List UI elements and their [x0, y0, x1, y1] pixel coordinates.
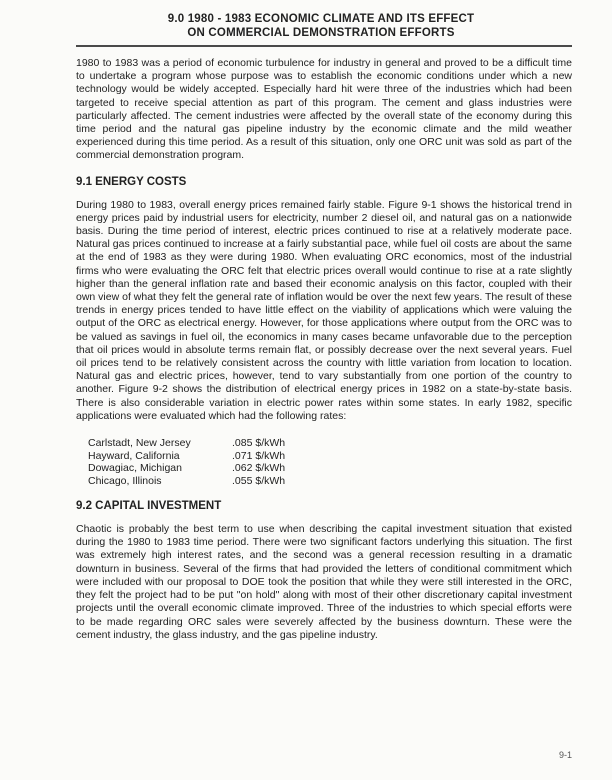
title-line-2: ON COMMERCIAL DEMONSTRATION EFFORTS: [187, 27, 455, 39]
rate-row: [88, 450, 572, 463]
section-heading-capital-investment: 9.2 CAPITAL INVESTMENT: [76, 500, 222, 513]
rate-value: .071 $/kWh: [232, 449, 286, 462]
title-divider: [76, 45, 572, 47]
rates-list: [88, 437, 572, 487]
rate-location: Carlstadt, New Jersey: [88, 437, 191, 450]
rate-location: Hayward, California: [88, 449, 180, 462]
page-title: [70, 12, 572, 40]
section-heading-energy-costs: 9.1 ENERGY COSTS: [76, 175, 187, 188]
title-line-1: 9.0 1980 - 1983 ECONOMIC CLIMATE AND ITS EFFECT: [167, 13, 475, 25]
rate-value: .062 $/kWh: [232, 462, 286, 475]
rate-row: [88, 462, 572, 475]
capital-investment-paragraph: Chaotic is probably the best term to use when describing the capital investment situation that existed during the 1980 to 1983 time period. There were two significant factors underlying this situation. The first was extremely high interest rates, and the second was a general recession resulting in a dramatic downturn in business. Several of the firms that had provided the letters of conditional commitment which were included with our proposal to DOE took the position that while they were still interested in the ORC, they felt the project had to be put "on hold" along with most of their other discretionary capital investment projects until the overall economic climate improved. Three of the industries to which special efforts were to be made regarding ORC sales were severely affected by the business downturn. These were the cement industry, the glass industry, and the gas pipeline industry.: [76, 523, 572, 641]
energy-costs-paragraph: During 1980 to 1983, overall energy prices remained fairly stable. Figure 9-1 shows the historical trend in energy prices paid by industrial users for electricity, number 2 diesel oil, and natural gas on a nationwide basis. During the time period of interest, electric prices continued to rise at a relatively moderate pace. Natural gas prices continued to increase at a fairly substantial pace, while fuel oil costs are about the same at the end of 1983 as they were during 1980. When evaluating ORC economics, most of the industrial firms who were evaluating the ORC felt that electric prices overall would continue to rise at a rate slightly higher than the general inflation rate and based their economic analysis on this factor, coupled with their own view of what they felt the general rate of inflation would be over the next few years. The result of these trends in energy prices tended to have little effect on the viability of applications which were valuing the output of the ORC as electrical energy. However, for those applications where output from the ORC was to be valued as savings in fuel oil, the economics in many cases became unfavorable due to the perception that oil prices would in absolute terms remain flat, or possibly decrease over the next several years. Fuel oil prices tend to be relatively consistent across the country with little variation from location to location. Natural gas and electric prices, however, tend to vary substantially from one portion of the country to another. Figure 9-2 shows the distribution of electrical energy prices in 1982 on a state-by-state basis. There is also considerable variation in electric power rates within some states. In early 1982, specific applications were evaluated which had the following rates:: [76, 198, 572, 422]
page-number: 9-1: [558, 750, 572, 760]
rate-location: Chicago, Illinois: [88, 474, 162, 487]
rate-value: .085 $/kWh: [232, 437, 286, 450]
rate-row: [88, 475, 572, 488]
rate-row: [88, 437, 572, 450]
intro-paragraph: 1980 to 1983 was a period of economic turbulence for industry in general and proved to be a difficult time to undertake a program whose purpose was to establish the economic conditions under which a new technology would be widely accepted. Especially hard hit were three of the industries which had been targeted to receive special attention as part of this program. The cement and glass industries were particularly affected. The cement industries were affected by the overall state of the economy during this time period and the natural gas pipeline industry by the economic climate and the mild weather experienced during this time period. As a result of this situation, only one ORC unit was sold as part of the commercial demonstration program.: [76, 57, 572, 162]
rate-location: Dowagiac, Michigan: [88, 462, 182, 475]
rate-value: .055 $/kWh: [232, 474, 286, 487]
